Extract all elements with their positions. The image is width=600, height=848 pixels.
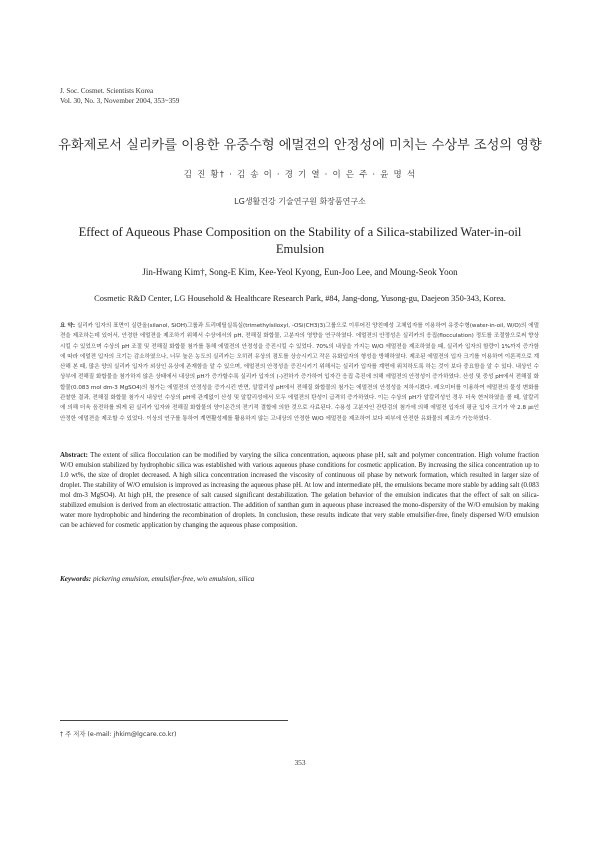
abstract-korean-text: 실리카 입자의 표면이 실란올(silanol, SiOH)그룹과 트리메틸실록실(trimethylsiloxyl, -OSi(CH3)3)그룹으로 이루어진 양친매성 고체입자를 이용하여 유중수형(water-in-oil, W/O)의 에멀젼을 제조하는데 있어서, 안정한 에멀젼을 제조하기 위해서 수상에서의 pH, 전해질 화합물, 고분자의 영향을 연구하였다. 에멀젼의 안정성은 실리카의 응집(flocculation) 정도를 조절함으로써 향상시킬 수 있었으며 수상의 pH 조절 및 전해질 화합물 첨가를 통해 에멀젼의 안정성을 증진시킬 수 있었다. 70%의 내상을 가지는 W/O 에멀젼을 제조하였을 때, 실리카 입자의 함량이 1%까지 증가함에 따라 에멀젼 입자의 크기는 감소하였으나, 너무 높은 농도의 실리카는 오히려 유상의 점도를 상승시키고 작은 유화입자의 형성을 방해하였다. 제조된 에멀젼의 입자 크기를 이용하여 이론적으로 계산해 본 때, 많은 양의 실리카 입자가 외상인 유상에 존재함을 알 수 있으며, 에멀젼의 안정성을 증진시키기 위해서는 실리카 입자를 계면에 위치하도록 하는 것이 보다 중요함을 알 수 있다. 내상인 수상부에 전해질 화합물을 첨가하지 않은 상태에서 내상의 pH가 증가할수록 실리카 입자의 (-)전하가 증가하여 입자간 응집 촉진에 의해 에멀젼의 안정성이 증가하였다. 산성 및 중성 pH에서 전해질 화합물(0.083 mol dm-3 MgSO4)의 첨가는 에멀젼의 안정성을 증가시킨 반면, 알칼리성 pH에서 전해질 화합물의 첨가는 에멀젼의 안정성을 저하시켰다. 레오미터를 이용하여 에멀젼의 물성 변화를 관찰한 결과, 전해질 화합물 첨가시 내상인 수상의 pH에 관계없이 산성 및 알칼리성에서 모두 에멀젼의 탄성이 급격히 증가하였다. 이는 수상의 pH가 알칼리성인 경우 더욱 현저하였을 볼 때, 알칼리에 의해 더욱 음전하를 띄게 된 실리카 입자와 전해질 화합물의 양이온간의 전기적 결합에 의한 것으로 사료된다. 수용성 고분자인 잔탄검의 첨가에 의해 에멀젼 입자의 평균 입자 크기가 약 2.8 ㎛인 안정한 에멀젼을 제조할 수 있었다. 이상의 연구를 통하여 계면활성제를 활용하지 않는 고내상의 안정한 W/O 에멀젼을 제조하여 보다 피부에 안전한 유화물의 제조가 가능하였다. <box>60 323 540 422</box>
affiliation-english: Cosmetic R&D Center, LG Household & Healthcare Research Park, #84, Jang-dong, Yusong-gu, Daejeon 350-343, Korea. <box>94 294 506 303</box>
abstract-english-text: The extent of silica flocculation can be modified by varying the silica concentration, aqueous phase pH, salt and polymer concentration. High volume fraction W/O emulsion stabilized by hydrophobic silica was established with various aqueous phase conditions for cosmetic application. By increasing the silica concentration up to 1.0 wt%, the size of droplet decreased. A high silica concentration increased the viscosity of continuous oil phase by network formation, which resulted in larger size of droplet. The stability of W/O emulsion is improved as increasing the aqueous phase pH. At low and intermediate pH, the emulsions became more stable by adding salt (0.083 mol dm-3 MgSO4). At high pH, the presence of salt caused significant destabilization. The gelation behavior of the emulsion indicates that the effect of salt on silica-stabilized emulsion is derived from an electrostatic attraction. The addition of xanthan gum in aqueous phase increased the mono-dispersity of the W/O emulsion by making water more hydrophobic and hindering the recombination of droplets. In conclusion, these results indicate that very stable emulsifier-free, finely dispersed W/O emulsion can be achieved for cosmetic application by changing the aqueous phase composition. <box>60 452 539 529</box>
keywords-label: Keywords: <box>60 575 92 583</box>
title-korean: 유화제로서 실리카를 이용한 유중수형 에멀젼의 안정성에 미치는 수상부 조성의 영향 <box>58 138 542 153</box>
journal-name: J. Soc. Cosmet. Scientists Korea <box>60 87 154 95</box>
footnote: † 주 저자 (e-mail: jhkim@lgcare.co.kr) <box>60 731 177 738</box>
keywords-text: pickering emulsion, emulsifier-free, w/o emulsion, silica <box>92 575 255 583</box>
title-english: Effect of Aqueous Phase Composition on the Stability of a Silica-stabilized Water-in-oil Emulsion <box>78 225 522 256</box>
authors-english: Jin-Hwang Kim†, Song-E Kim, Kee-Yeol Kyong, Eun-Joo Lee, and Moung-Seok Yoon <box>142 267 458 277</box>
keywords <box>60 575 254 583</box>
abstract-english-label: Abstract: <box>60 452 88 459</box>
journal-citation <box>60 86 179 106</box>
authors-korean: 김 진 황† · 김 송 이 · 경 기 열 · 이 은 주 · 윤 명 석 <box>183 170 417 180</box>
abstract-korean <box>60 321 539 424</box>
abstract-english <box>60 451 539 531</box>
footnote-divider <box>60 720 288 721</box>
journal-volume: Vol. 30, No. 3, November 2004, 353~359 <box>60 97 180 105</box>
affiliation-korean: LG생활건강 기술연구원 화장품연구소 <box>234 197 366 206</box>
abstract-korean-label: 요 약: <box>60 323 76 329</box>
page-number: 353 <box>294 758 306 767</box>
